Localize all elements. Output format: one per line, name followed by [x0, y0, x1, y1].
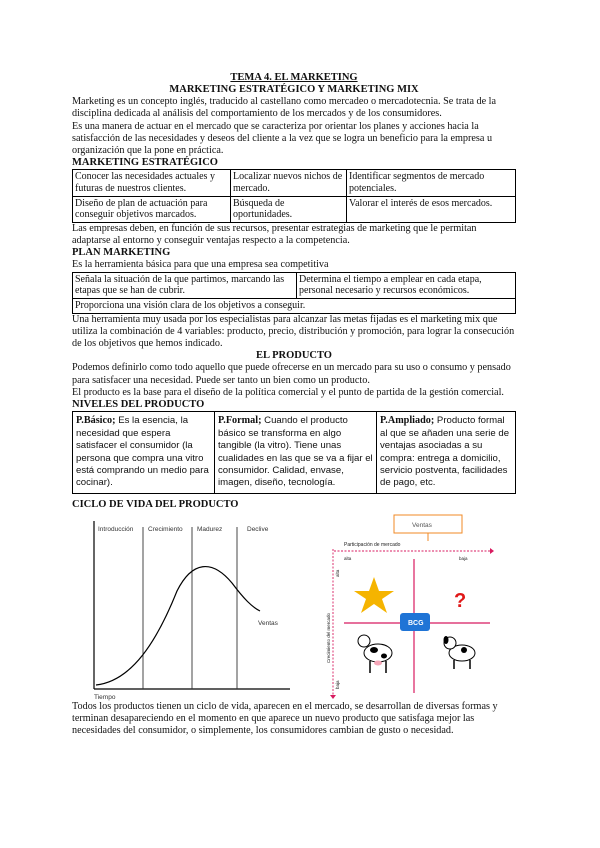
- cow-icon: [358, 635, 392, 673]
- lifecycle-heading: CICLO DE VIDA DEL PRODUCTO: [72, 498, 239, 510]
- stage-label: Madurez: [197, 525, 223, 533]
- stage-label: Declive: [247, 525, 269, 533]
- plan-heading: PLAN MARKETING: [72, 247, 171, 259]
- title-line-2: MARKETING ESTRATÉGICO Y MARKETING MIX: [169, 84, 419, 95]
- level-term: P.Ampliado;: [380, 415, 435, 427]
- table-cell: Valorar el interés de esos mercados.: [347, 196, 516, 222]
- title-line-1: TEMA 4. EL MARKETING: [230, 72, 358, 83]
- table-row: [73, 412, 516, 493]
- strategic-after: Las empresas deben, en función de sus recursos, presentar estrategias de marketing que le permitan adaptarse al entorno y conseguir ventajas respecto a la competencia.: [72, 222, 477, 247]
- axis-high-label: alta: [344, 555, 352, 561]
- product-heading: EL PRODUCTO: [256, 350, 332, 362]
- dog-icon: [444, 636, 476, 669]
- table-cell: Localizar nuevos nichos de mercado.: [231, 170, 347, 196]
- level-extended: [377, 412, 516, 493]
- closing-paragraph: Todos los productos tienen un ciclo de vida, aparecen en el mercado, se desarrollan de diversas formas y terminan desapareciendo en el momento en que aparece un nuevo producto que satisfaga mejor las necesidades del consumidor, o simplemente, los consumidores cambian de gusto o necesidad.: [72, 700, 498, 737]
- plan-table: [72, 272, 516, 314]
- curve-label: Ventas: [258, 619, 278, 627]
- x-axis-title: Participación de mercado: [344, 541, 401, 548]
- figures-area: [72, 513, 516, 701]
- star-icon: [354, 577, 394, 613]
- level-formal: [215, 412, 377, 493]
- table-cell: Conocer las necesidades actuales y futuras de nuestros clientes.: [73, 170, 231, 196]
- arrow-icon: [490, 548, 494, 554]
- table-cell: Determina el tiempo a emplear en cada etapa, personal necesario y recursos económicos.: [297, 272, 516, 298]
- arrow-icon: [330, 695, 336, 699]
- bcg-label: BCG: [408, 619, 424, 627]
- table-row: [73, 298, 516, 313]
- level-text: Cuando el producto básico se transforma en algo tangible (la vitro). Tiene unas cualidades en las que se va a fijar el consumidor. Calidad, envase, imagen, diseño, tecnología.: [218, 415, 373, 489]
- levels-table: [72, 411, 516, 493]
- level-text: Producto formal al que se añaden una serie de ventajas asociadas a su compra: entrega a domicilio, servicio postventa, facilidades de pago, etc.: [380, 415, 510, 489]
- table-cell: Diseño de plan de actuación para conseguir objetivos marcados.: [73, 196, 231, 222]
- bcg-matrix: [324, 513, 494, 699]
- level-text: Es la esencia, la necesidad que espera satisfacer el consumidor (la persona que compra una vitro está comprando un medio para cocinar).: [76, 415, 209, 489]
- table-row: [73, 170, 516, 196]
- level-term: P.Básico;: [76, 415, 116, 427]
- table-row: [73, 272, 516, 298]
- x-axis-label: Tiempo: [94, 693, 116, 701]
- level-basic: [73, 412, 215, 493]
- strategic-heading: MARKETING ESTRATÉGICO: [72, 157, 218, 169]
- sales-box-label: Ventas: [412, 521, 432, 529]
- intro-paragraph-2: Es una manera de actuar en el mercado que se caracteriza por orientar los planes y acciones hacia la satisfacción de las necesidades y deseos del cliente a la vez que se logra un beneficio para la empresa u organización que la pone en práctica.: [72, 120, 493, 157]
- stage-label: Crecimiento: [148, 525, 183, 533]
- question-icon: ?: [454, 589, 467, 612]
- table-cell: Proporciona una visión clara de los objetivos a conseguir.: [73, 298, 516, 313]
- lifecycle-chart: [72, 521, 292, 701]
- level-term: P.Formal;: [218, 415, 262, 427]
- intro-paragraph-1: Marketing es un concepto inglés, traducido al castellano como mercadeo o mercadotecnia. Se trata de la disciplina dedicada al análisis del comportamiento de los mercados y de los consumidores.: [72, 96, 497, 120]
- table-row: [73, 196, 516, 222]
- axis-high-label: alta: [335, 569, 340, 577]
- levels-heading: NIVELES DEL PRODUCTO: [72, 399, 205, 411]
- axis-low-label: baja: [335, 680, 340, 689]
- plan-after: Una herramienta muy usada por los especialistas para alcanzar las metas fijadas es el marketing mix que utiliza la combinación de 4 variables: producto, precio, distribución y promoción, para lograr la consecución de los objetivos que hemos indicado.: [72, 313, 515, 350]
- document-content: [72, 72, 516, 738]
- product-paragraph-2: El producto es la base para el diseño de la política comercial y el punto de partida de la gestión comercial.: [72, 387, 504, 399]
- axis-low-label: baja: [459, 555, 468, 561]
- y-axis-title: Crecimiento del mercado: [326, 612, 331, 663]
- product-paragraph-1: Podemos definirlo como todo aquello que puede ofrecerse en un mercado para su uso o consumo y pensado para satisfacer una necesidad. Puede ser tanto un bien como un producto.: [72, 362, 511, 386]
- stage-label: Introducción: [98, 525, 134, 533]
- strategic-table: [72, 169, 516, 222]
- plan-subtitle: Es la herramienta básica para que una empresa sea competitiva: [72, 259, 329, 271]
- table-cell: Señala la situación de la que partimos, marcando las etapas que se han de cubrir.: [73, 272, 297, 298]
- table-cell: Búsqueda de oportunidades.: [231, 196, 347, 222]
- table-cell: Identificar segmentos de mercado potenciales.: [347, 170, 516, 196]
